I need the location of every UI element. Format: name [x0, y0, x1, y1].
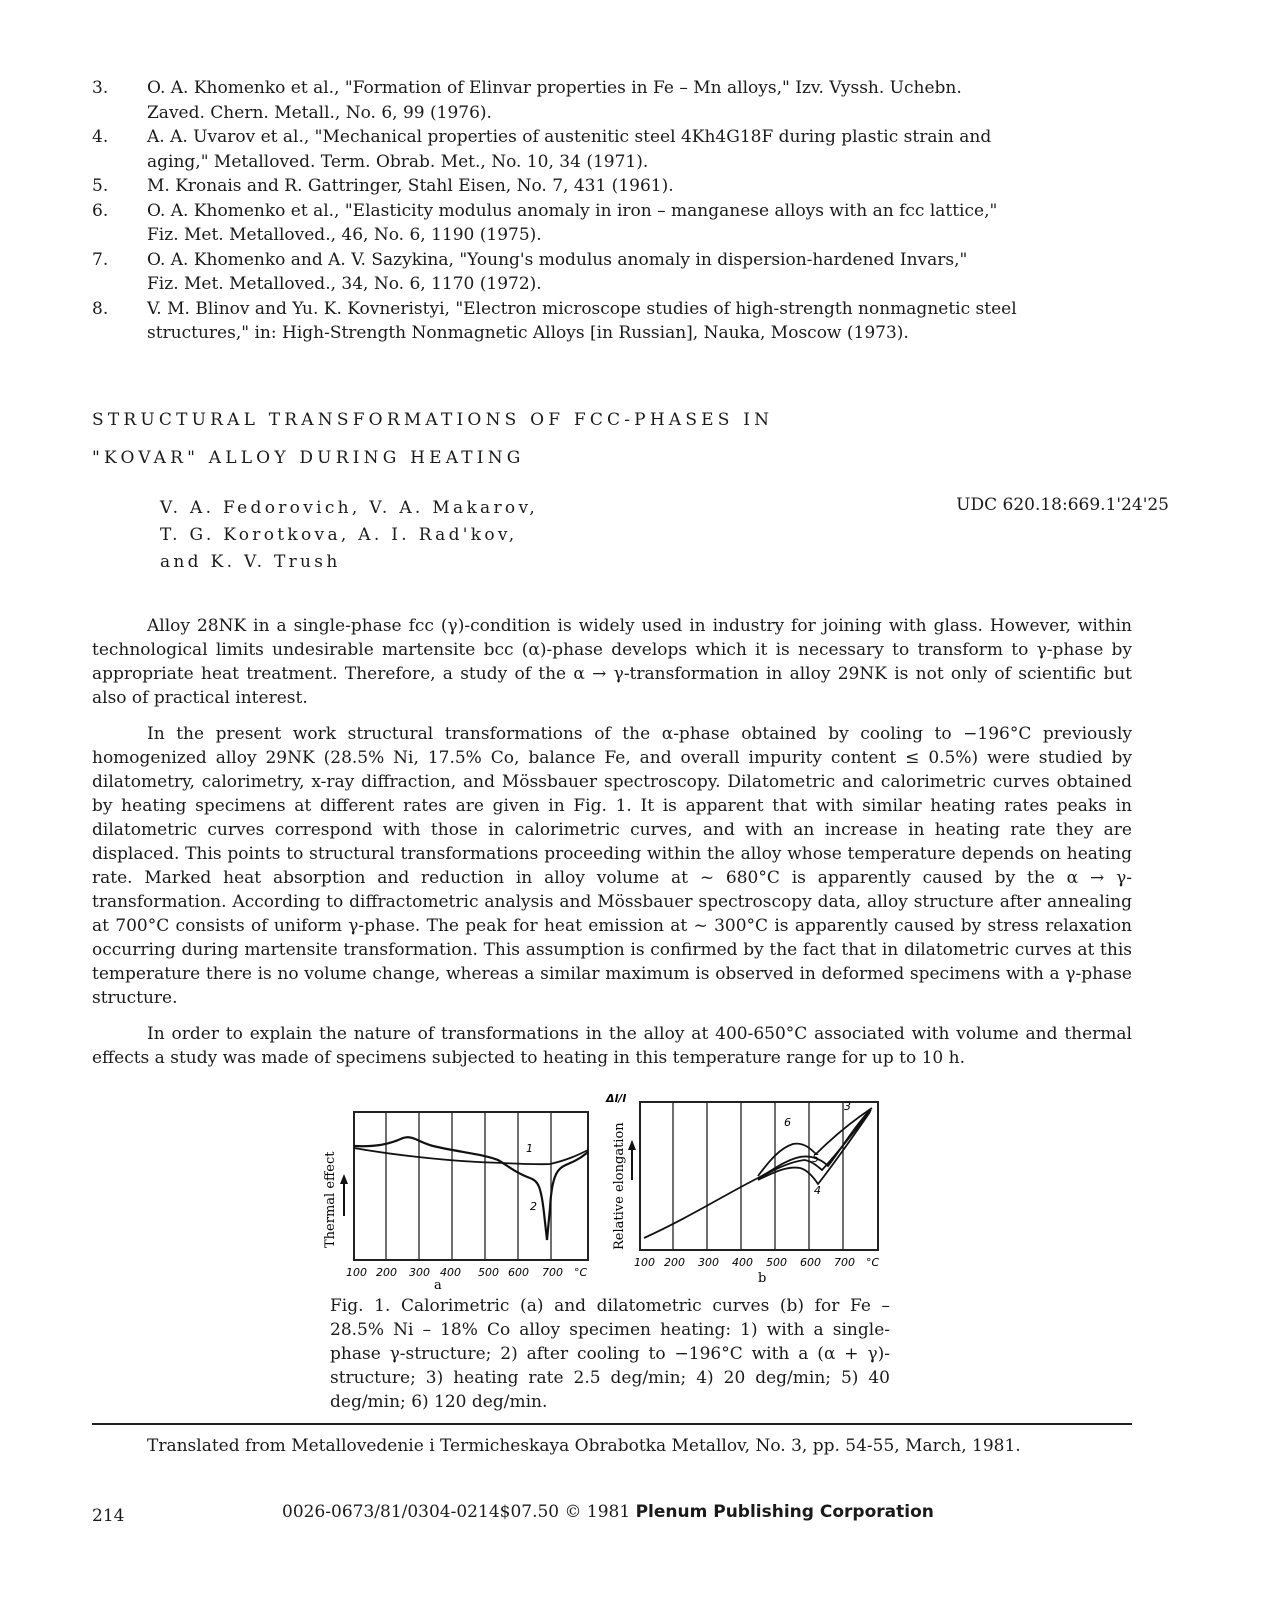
xtick: °C [866, 1256, 880, 1269]
panel-a-xticks [346, 1266, 588, 1279]
body-paragraph: In order to explain the nature of transformations in the alloy at 400-650°C associated with volume and thermal effects a study was made of specimens subjected to heating in this temperature range for up to 10 h. [92, 1024, 1132, 1068]
panel-b-yunit: Δl/l [606, 1092, 627, 1105]
reference-line: A. A. Uvarov et al., "Mechanical properties of austenitic steel 4Kh4G18F during plastic strain and [147, 127, 992, 147]
body-paragraph: Alloy 28NK in a single-phase fcc (γ)-condition is widely used in industry for joining with glass. However, within technological limits undesirable martensite bcc (α)-phase develops which it is necessary to transform to γ-phase by appropriate heat treatment. Therefore, a study of the α → γ-transformation in alloy 29NK is not only of scientific but also of practical interest. [92, 616, 1132, 708]
article-title-line2: "KOVAR" ALLOY DURING HEATING [92, 448, 525, 468]
reference-line: V. M. Blinov and Yu. K. Kovneristyi, "Electron microscope studies of high-strength nonmagnetic steel [147, 298, 1017, 319]
figure-caption: Fig. 1. Calorimetric (a) and dilatometric curves (b) for Fe – 28.5% Ni – 18% Co alloy specimen heating: 1) with a single-phase γ-structure; 2) after cooling to −196°C with a (α + γ)-structure; 3) heating rate 2.5 deg/min; 4) 20 deg/min; 5) 40 deg/min; 6) 120 deg/min. [330, 1296, 890, 1412]
panel-b-sublabel: b [758, 1271, 767, 1286]
panel-a-sublabel: a [434, 1278, 442, 1293]
article-body [92, 614, 1132, 1082]
curve-label-4: 4 [814, 1184, 821, 1197]
xtick: 400 [732, 1256, 753, 1269]
author-line: T. G. Korotkova, A. I. Rad'kov, [160, 525, 518, 545]
author-line: V. A. Fedorovich, V. A. Makarov, [160, 498, 539, 518]
curve-3 [644, 1110, 870, 1238]
reference-line: O. A. Khomenko et al., "Elasticity modulus anomaly in iron – manganese alloys with an fcc lattice," [147, 200, 998, 221]
xtick: 700 [542, 1266, 563, 1279]
curve-label-3: 3 [844, 1100, 851, 1113]
xtick: 300 [409, 1266, 430, 1279]
xtick: 600 [800, 1256, 821, 1269]
translation-note: Translated from Metallovedenie i Termicheskaya Obrabotka Metallov, No. 3, pp. 54-55, March, 1981. [147, 1436, 1021, 1456]
price-code: 0026-0673/81/0304-0214$07.50 © 1981 [282, 1502, 636, 1522]
curve-label-2: 2 [530, 1200, 537, 1213]
reference-number: 7. [92, 249, 109, 270]
xtick: 100 [634, 1256, 655, 1269]
reference-line: O. A. Khomenko and A. V. Sazykina, "Young's modulus anomaly in dispersion-hardened Invars," [147, 249, 968, 270]
xtick: 200 [376, 1266, 397, 1279]
panel-b-ylabel: Relative elongation [612, 1122, 627, 1250]
reference-line: Fiz. Met. Metalloved., 34, No. 6, 1170 (1972). [147, 274, 542, 294]
curve-label-6: 6 [784, 1116, 791, 1129]
xtick: 200 [664, 1256, 685, 1269]
xtick: 500 [478, 1266, 499, 1279]
xtick: 700 [834, 1256, 855, 1269]
xtick: °C [574, 1266, 588, 1279]
author-line: and K. V. Trush [160, 552, 341, 572]
reference-number: 8. [92, 298, 109, 319]
udc-code: UDC 620.18:669.1'24'25 [956, 495, 1169, 515]
reference-item [92, 248, 1152, 297]
author-list [160, 495, 538, 576]
curve-1 [354, 1148, 588, 1164]
xtick: 300 [698, 1256, 719, 1269]
publisher-name: Plenum Publishing Corporation [635, 1502, 934, 1522]
xtick: 500 [766, 1256, 787, 1269]
panel-a [323, 1112, 588, 1293]
reference-line: aging," Metalloved. Term. Obrab. Met., No. 10, 34 (1971). [147, 151, 649, 172]
xtick: 600 [508, 1266, 529, 1279]
panel-a-ylabel: Thermal effect [323, 1151, 338, 1248]
reference-item [92, 174, 1152, 199]
panel-b-xticks [634, 1256, 880, 1269]
footer-rule [92, 1423, 1132, 1425]
reference-line: O. A. Khomenko et al., "Formation of Elinvar properties in Fe – Mn alloys," Izv. Vyssh. Uchebn. [147, 78, 962, 98]
panel-a-arrow-head [340, 1174, 348, 1184]
panel-a-grid [386, 1112, 551, 1260]
reference-line: Fiz. Met. Metalloved., 46, No. 6, 1190 (1975). [147, 225, 542, 245]
body-paragraph: In the present work structural transformations of the α-phase obtained by cooling to −196°C previously homogenized alloy 29NK (28.5% Ni, 17.5% Co, balance Fe, and overall impurity content ≤ 0.5%) were studied by dilatometry, calorimetry, x-ray diffraction, and Mössbauer spectroscopy. Dilatometric and calorimetric curves obtained by heating specimens at different rates are given in Fig. 1. It is apparent that with similar heating rates peaks in dilatometric curves correspond with those in calorimetric curves, and with an increase in heating rate they are displaced. This points to structural transformations proceeding within the alloy whose temperature depends on heating rate. Marked heat absorption and reduction in alloy volume at ~ 680°C is apparently caused by the α → γ-transformation. According to diffractometric analysis and Mössbauer spectroscopy data, alloy structure after annealing at 700°C consists of uniform γ-phase. The peak for heat emission at ~ 300°C is apparently caused by stress relaxation occurring during martensite transformation. This assumption is confirmed by the fact that in dilatometric curves at this temperature there is no volume change, whereas a similar maximum is observed in deformed specimens with a γ-phase structure. [92, 724, 1132, 1008]
article-title-line1: STRUCTURAL TRANSFORMATIONS OF FCC-PHASES IN [92, 410, 774, 430]
page-number: 214 [92, 1506, 125, 1526]
reference-item [92, 199, 1152, 248]
curve-label-5: 5 [812, 1152, 819, 1165]
reference-number: 6. [92, 200, 109, 221]
reference-item [92, 297, 1152, 346]
xtick: 100 [346, 1266, 367, 1279]
curve-label-1: 1 [526, 1142, 533, 1155]
reference-number: 5. [92, 176, 109, 196]
reference-number: 3. [92, 78, 109, 98]
copyright-line [282, 1502, 934, 1522]
reference-number: 4. [92, 127, 109, 147]
xtick: 400 [440, 1266, 461, 1279]
reference-list [92, 76, 1152, 346]
reference-line: M. Kronais and R. Gattringer, Stahl Eisen, No. 7, 431 (1961). [147, 176, 674, 196]
reference-line: structures," in: High-Strength Nonmagnetic Alloys [in Russian], Nauka, Moscow (1973). [147, 323, 909, 343]
reference-item [92, 76, 1152, 125]
panel-b [605, 1092, 880, 1286]
figure-plots [318, 1088, 908, 1298]
reference-item [92, 125, 1152, 174]
reference-line: Zaved. Chern. Metall., No. 6, 99 (1976). [147, 102, 492, 123]
panel-b-arrow-head [628, 1140, 636, 1150]
